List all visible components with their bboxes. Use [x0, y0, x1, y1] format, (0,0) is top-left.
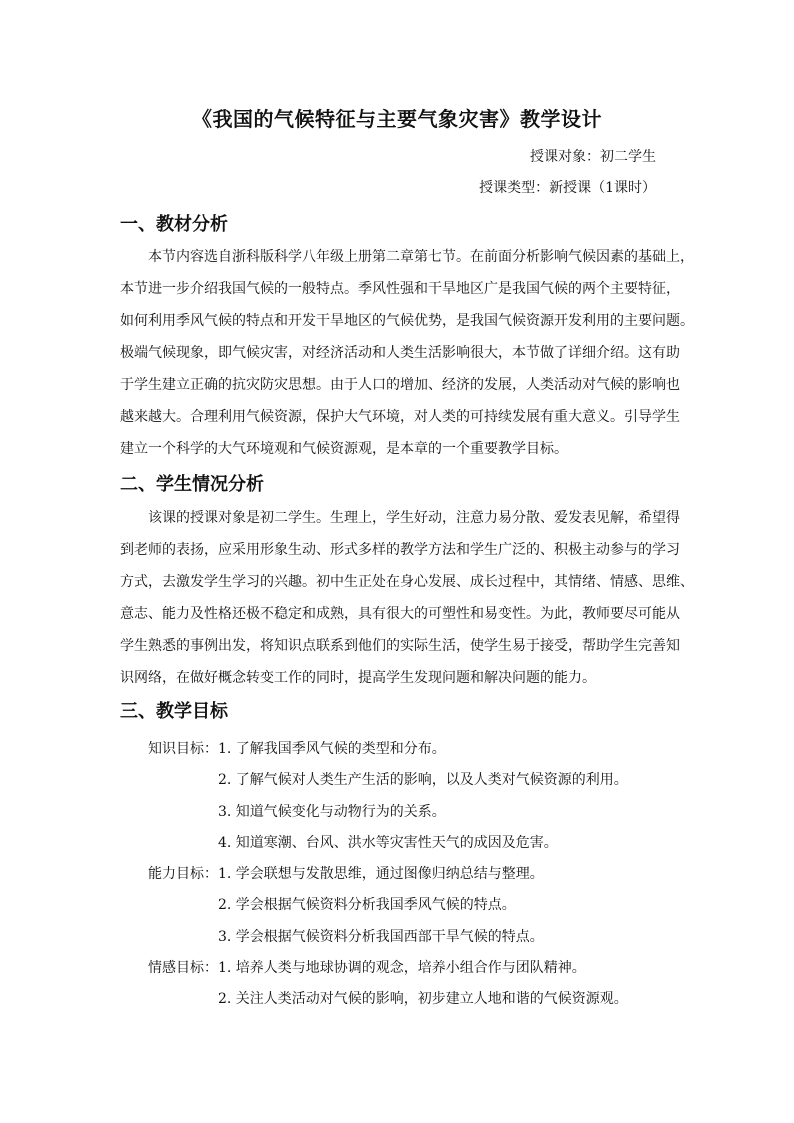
- document-title: 《我国的气候特征与主要气象灾害》教学设计: [192, 107, 602, 131]
- paragraph-line: 极端气候现象，即气候灾害，对经济活动和人类生活影响很大，本节做了详细介绍。这有助: [120, 345, 680, 361]
- paragraph-line: 意志、能力及性格还极不稳定和成熟，具有很大的可塑性和易变性。为此，教师要尽可能从: [120, 606, 680, 622]
- emotion-goals-label: 情感目标：: [148, 960, 218, 976]
- paragraph-line: 本节内容选自浙科版科学八年级上册第二章第七节。在前面分析影响气候因素的基础上，: [148, 249, 694, 265]
- audience-line: 授课对象：初二学生: [530, 149, 656, 165]
- ability-goal-item: 2. 学会根据气候资料分析我国季风气候的特点。: [218, 897, 516, 913]
- paragraph-line: 如何利用季风气候的特点和开发干旱地区的气候优势，是我国气候资源开发利用的主要问题。: [120, 313, 694, 329]
- paragraph-line: 于学生建立正确的抗灾防灾思想。由于人口的增加、经济的发展，人类活动对气候的影响也: [120, 377, 680, 393]
- section-heading-textbook-analysis: 一、教材分析: [120, 214, 228, 235]
- knowledge-goals-label: 知识目标：: [148, 741, 218, 757]
- knowledge-goal-item: 1. 了解我国季风气候的类型和分布。: [218, 741, 446, 757]
- emotion-goal-item: 1. 培养人类与地球协调的观念，培养小组合作与团队精神。: [218, 960, 586, 976]
- ability-goal-item: 1. 学会联想与发散思维，通过图像归纳总结与整理。: [218, 866, 544, 882]
- ability-goal-item: 3. 学会根据气候资料分析我国西部干旱气候的特点。: [218, 929, 544, 945]
- lesson-type-line: 授课类型：新授课（1课时）: [479, 180, 656, 196]
- paragraph-line: 识网络，在做好概念转变工作的同时，提高学生发现问题和解决问题的能力。: [120, 670, 596, 686]
- knowledge-goal-item: 2. 了解气候对人类生产生活的影响，以及人类对气候资源的利用。: [218, 772, 628, 788]
- knowledge-goal-item: 4. 知道寒潮、台风、洪水等灾害性天气的成因及危害。: [218, 835, 558, 851]
- paragraph-line: 越来越大。合理利用气候资源，保护大气环境，对人类的可持续发展有重大意义。引导学生: [120, 409, 680, 425]
- paragraph-line: 该课的授课对象是初二学生。生理上，学生好动，注意力易分散、爱发表见解，希望得: [148, 510, 680, 526]
- section-heading-student-analysis: 二、学生情况分析: [120, 474, 264, 495]
- student-analysis-paragraph: [120, 502, 694, 694]
- textbook-analysis-paragraph: [120, 241, 694, 465]
- paragraph-line: 本节进一步介绍我国气候的一般特点。季风性强和干旱地区广是我国气候的两个主要特征，: [120, 281, 680, 297]
- paragraph-line: 建立一个科学的大气环境观和气候资源观，是本章的一个重要教学目标。: [120, 441, 568, 457]
- paragraph-line: 到老师的表扬，应采用形象生动、形式多样的教学方法和学生广泛的、积极主动参与的学习: [120, 542, 680, 558]
- paragraph-line: 方式，去激发学生学习的兴趣。初中生正处在身心发展、成长过程中，其情绪、情感、思维、: [120, 574, 694, 590]
- section-heading-teaching-goals: 三、教学目标: [120, 701, 228, 722]
- ability-goals-label: 能力目标：: [148, 866, 218, 882]
- knowledge-goal-item: 3. 知道气候变化与动物行为的关系。: [218, 804, 446, 820]
- paragraph-line: 学生熟悉的事例出发，将知识点联系到他们的实际生活，使学生易于接受，帮助学生完善知: [120, 638, 680, 654]
- emotion-goal-item: 2. 关注人类活动对气候的影响，初步建立人地和谐的气候资源观。: [218, 991, 628, 1007]
